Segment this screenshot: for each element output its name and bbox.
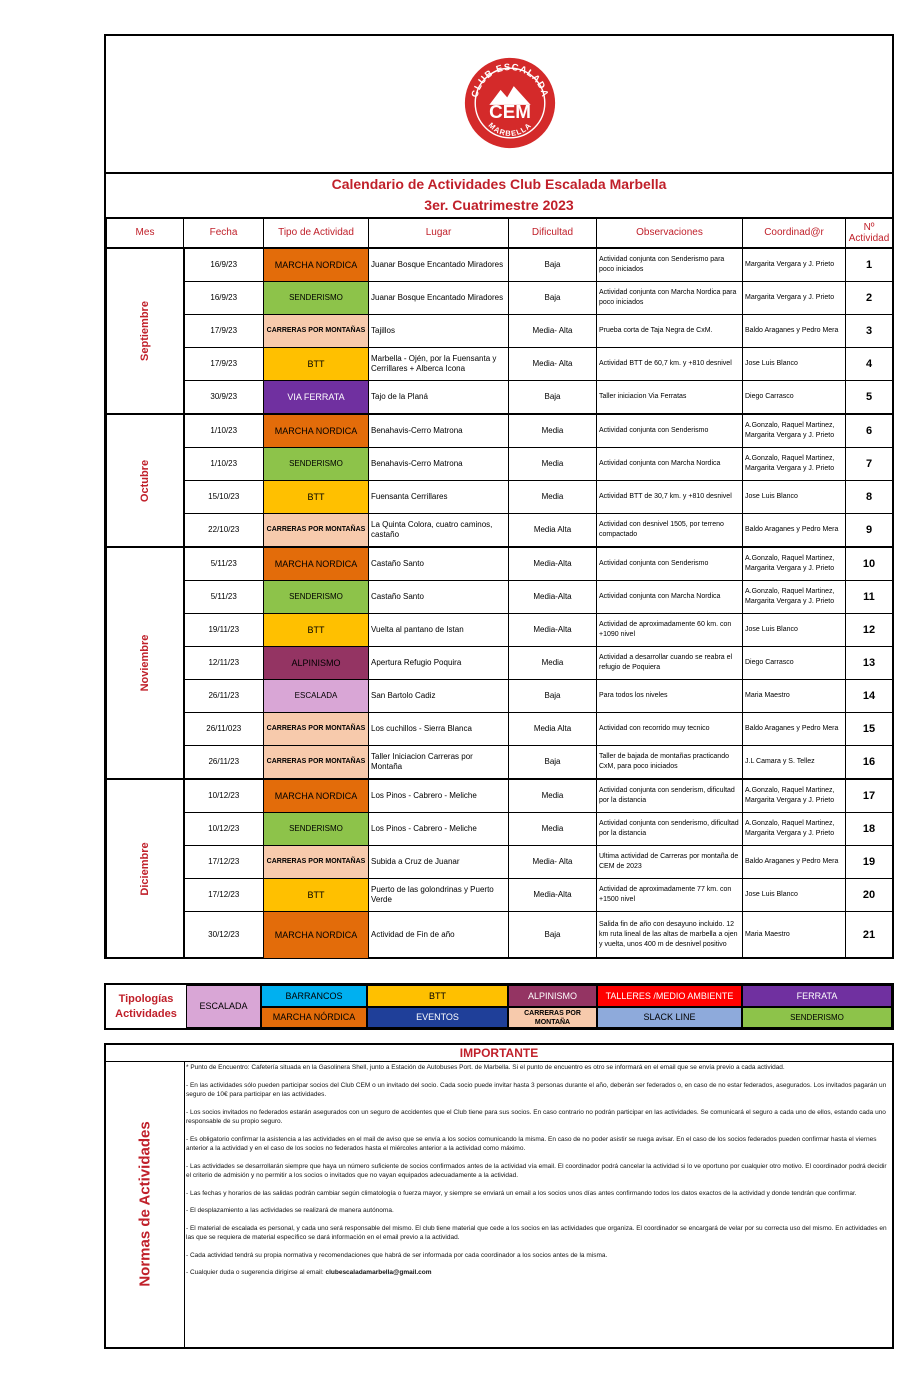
cell-coordinador: Maria Maestro (743, 680, 846, 713)
cell-observaciones: Actividad con recorrido muy tecnico (597, 713, 743, 746)
header-observaciones: Observaciones (597, 218, 743, 249)
cell-observaciones: Actividad de aproximadamente 77 km. con +1500 nivel (597, 879, 743, 912)
cell-tipo: CARRERAS POR MONTAÑAS (264, 846, 369, 879)
cell-tipo: SENDERISMO (264, 282, 369, 315)
header-mes: Mes (107, 218, 184, 249)
rules-heading: IMPORTANTE (106, 1045, 892, 1062)
rule-dates: - Las fechas y horarios de las salidas podrán cambiar según climatología o fuerza mayor, y siempre se enviará un email a los socios unos días antes confirmando todos los datos exactos de la actividad y donde tendrán que confirmar. (186, 1189, 857, 1197)
cell-lugar: Puerto de las golondrinas y Puerto Verde (369, 879, 509, 912)
logo-text-top: CLUB ESCALADA (468, 60, 552, 99)
month-cell (107, 547, 184, 779)
cell-tipo: BTT (264, 481, 369, 514)
rule-travel: - El desplazamiento a las actividades se realizará de manera autónoma. (186, 1207, 394, 1214)
table-row (107, 481, 893, 514)
cell-dificultad: Media (509, 448, 597, 481)
cell-num: 15 (846, 713, 893, 746)
cell-tipo: ESCALADA (264, 680, 369, 713)
cell-lugar: Tajo de la Planá (369, 381, 509, 415)
cell-coordinador: Maria Maestro (743, 912, 846, 959)
rule-confirmation: - Es obligatorio confirmar la asistencia a las actividades en el mail de aviso que se envía a los socios comunicando la misma. En caso de no poder asistir se ruega avisar. En el caso de los socios federados pueden confirmar hasta el viernes anterior a la actividad y en el caso de los socios no federados hasta el miércoles anterior a la actividad como máximo. (186, 1135, 877, 1152)
page-title: Calendario de Actividades Club Escalada Marbella (331, 176, 667, 192)
cell-lugar: Taller Iniciacion Carreras por Montaña (369, 746, 509, 780)
cell-observaciones: Actividad BTT de 60,7 km. y +810 desnivel (597, 348, 743, 381)
cell-dificultad: Media (509, 813, 597, 846)
cell-coordinador: A.Gonzalo, Raquel Martinez, Margarita Vergara y J. Prieto (743, 448, 846, 481)
cell-tipo: SENDERISMO (264, 448, 369, 481)
cell-fecha: 5/11/23 (184, 547, 264, 581)
cell-observaciones: Actividad de aproximadamente 60 km. con +1090 nivel (597, 614, 743, 647)
table-row (107, 846, 893, 879)
table-row (107, 614, 893, 647)
rule-contact (186, 1268, 890, 1278)
cell-num: 7 (846, 448, 893, 481)
cell-dificultad: Media (509, 414, 597, 448)
table-row (107, 746, 893, 780)
cell-dificultad: Media- Alta (509, 348, 597, 381)
cell-lugar: Los cuchillos - Sierra Blanca (369, 713, 509, 746)
cell-num: 19 (846, 846, 893, 879)
cell-coordinador: Margarita Vergara y J. Prieto (743, 282, 846, 315)
cell-num: 12 (846, 614, 893, 647)
cell-coordinador: Baldo Araganes y Pedro Mera (743, 846, 846, 879)
cell-tipo: MARCHA NORDICA (264, 248, 369, 282)
header-tipo: Tipo de Actividad (264, 218, 369, 249)
rules-body (186, 1063, 890, 1347)
cell-dificultad: Media-Alta (509, 581, 597, 614)
cell-coordinador: Diego Carrasco (743, 647, 846, 680)
cell-lugar: San Bartolo Cadiz (369, 680, 509, 713)
rule-recommendations: - Cada actividad tendrá su propia normativa y recomendaciones que habrá de ser informada por cada coordinador a los socios antes de la misma. (186, 1251, 608, 1259)
cell-tipo: CARRERAS POR MONTAÑAS (264, 713, 369, 746)
table-row (107, 713, 893, 746)
legend-ferrata: FERRATA (742, 985, 892, 1007)
legend-alpinismo: ALPINISMO (508, 985, 597, 1007)
cell-num: 21 (846, 912, 893, 959)
cell-tipo: BTT (264, 348, 369, 381)
cell-dificultad: Baja (509, 746, 597, 780)
cell-observaciones: Actividad con desnivel 1505, por terreno compactado (597, 514, 743, 548)
cell-tipo: BTT (264, 614, 369, 647)
cell-observaciones: Salida fin de año con desayuno incluido. 12 km ruta lineal de las altas de marbella a ojen y vuelta, unos 400 m de desnivel positivo (597, 912, 743, 959)
cell-num: 8 (846, 481, 893, 514)
table-row (107, 282, 893, 315)
cell-observaciones: Ultima actividad de Carreras por montaña de CEM de 2023 (597, 846, 743, 879)
cell-dificultad: Media (509, 647, 597, 680)
cell-coordinador: J.L Camara y S. Tellez (743, 746, 846, 780)
logo-text-bottom: MARBELLA (486, 120, 534, 139)
cell-dificultad: Media (509, 481, 597, 514)
cell-dificultad: Media- Alta (509, 846, 597, 879)
rules-side-label (106, 1061, 185, 1347)
cell-observaciones: Actividad conjunta con Senderismo (597, 547, 743, 581)
cell-lugar: Castaño Santo (369, 581, 509, 614)
cell-dificultad: Baja (509, 282, 597, 315)
table-row (107, 779, 893, 813)
cell-fecha: 30/12/23 (184, 912, 264, 959)
cell-coordinador: Baldo Araganes y Pedro Mera (743, 315, 846, 348)
cell-num: 1 (846, 248, 893, 282)
cell-fecha: 10/12/23 (184, 813, 264, 846)
cell-dificultad: Baja (509, 381, 597, 415)
cell-observaciones: Actividad conjunta con senderismo, dificultad por la distancia (597, 813, 743, 846)
cell-observaciones: Actividad conjunta con Marcha Nordica (597, 581, 743, 614)
header-coordinador: Coordinad@r (743, 218, 846, 249)
cell-coordinador: Jose Luis Blanco (743, 481, 846, 514)
table-row (107, 879, 893, 912)
cell-lugar: Apertura Refugio Poquira (369, 647, 509, 680)
rule-material: - El material de escalada es personal, y cada uno será responsable del mismo. El club tiene material que cede a los socios en las actividades que organiza. El coordinador se encargará de velar por su correcta uso del mismo. En actividades en las que se requiera de material específico se dará información en el email previo a la actividad. (186, 1224, 887, 1241)
club-logo (463, 56, 557, 150)
cell-observaciones: Actividad BTT de 30,7 km. y +810 desnivel (597, 481, 743, 514)
rule-meeting-point: * Punto de Encuentro: Cafetería situada en la Gasolinera Shell, junto a Estación de Autobuses Port. de Marbella. Si el punto de encuentro es otro se informará en el email que se envía previo a cada actividad. (186, 1064, 785, 1071)
cell-dificultad: Media-Alta (509, 547, 597, 581)
table-row (107, 348, 893, 381)
table-row (107, 680, 893, 713)
rule-development: - Las actividades se desarrollarán siempre que haya un número suficiente de socios confirmados antes de la actividad vía email. El coordinador podrá cancelar la actividad si lo ve oportuno por cualquier otro motivo. El coordinador podrá decidir el criterio de admisión y no permitir a los socios o invitados que no vayan equipados adecuadamente a la actividad. (186, 1162, 887, 1179)
cell-fecha: 17/9/23 (184, 315, 264, 348)
cell-tipo: SENDERISMO (264, 813, 369, 846)
rules-section (104, 1043, 894, 1349)
cell-coordinador: Jose Luis Blanco (743, 614, 846, 647)
cell-lugar: La Quinta Colora, cuatro caminos, castaño (369, 514, 509, 548)
cell-tipo: MARCHA NORDICA (264, 414, 369, 448)
cell-tipo: MARCHA NORDICA (264, 779, 369, 813)
cell-tipo: SENDERISMO (264, 581, 369, 614)
header-dificultad: Dificultad (509, 218, 597, 249)
cell-dificultad: Media-Alta (509, 614, 597, 647)
cell-fecha: 30/9/23 (184, 381, 264, 415)
legend-escalada: ESCALADA (186, 985, 261, 1028)
legend-marcha: MARCHA NÓRDICA (261, 1007, 367, 1028)
cell-dificultad: Baja (509, 248, 597, 282)
cell-coordinador: A.Gonzalo, Raquel Martinez, Margarita Vergara y J. Prieto (743, 414, 846, 448)
month-label: Diciembre (138, 842, 151, 896)
cell-lugar: Vuelta al pantano de Istan (369, 614, 509, 647)
month-cell (107, 779, 184, 959)
cell-lugar: Los Pinos - Cabrero - Meliche (369, 813, 509, 846)
table-row (107, 315, 893, 348)
contact-email-link[interactable]: clubescaladamarbella@gmail.com (325, 1269, 432, 1276)
month-label: Octubre (138, 459, 151, 502)
cell-coordinador: Jose Luis Blanco (743, 348, 846, 381)
cell-num: 20 (846, 879, 893, 912)
cell-tipo: MARCHA NORDICA (264, 547, 369, 581)
cell-dificultad: Media- Alta (509, 315, 597, 348)
cell-coordinador: Jose Luis Blanco (743, 879, 846, 912)
table-row (107, 912, 893, 959)
cell-dificultad: Baja (509, 912, 597, 959)
cell-tipo: BTT (264, 879, 369, 912)
cell-lugar: Actividad de Fin de año (369, 912, 509, 959)
cell-fecha: 17/9/23 (184, 348, 264, 381)
table-row (107, 514, 893, 548)
legend-senderismo: SENDERISMO (742, 1007, 892, 1028)
table-row (107, 248, 893, 282)
cell-lugar: Tajillos (369, 315, 509, 348)
cell-fecha: 16/9/23 (184, 248, 264, 282)
cell-fecha: 12/11/23 (184, 647, 264, 680)
cell-fecha: 17/12/23 (184, 846, 264, 879)
rules-side-text: Normas de Actividades (136, 1121, 154, 1287)
rule-participation: - En las actividades sólo pueden participar socios del Club CEM o un invitado del socio. Cada socio puede invitar hasta 3 personas durante el año, deberán ser federados o, en caso de no estar federados, asegurados. Los invitados pagarán un seguro de 10€ para participar en las actividades. (186, 1081, 887, 1098)
cell-coordinador: Baldo Araganes y Pedro Mera (743, 514, 846, 548)
cell-fecha: 19/11/23 (184, 614, 264, 647)
cell-num: 10 (846, 547, 893, 581)
cell-dificultad: Media Alta (509, 713, 597, 746)
cell-tipo: MARCHA NORDICA (264, 912, 369, 959)
cell-num: 18 (846, 813, 893, 846)
logo-row (106, 36, 892, 174)
cell-observaciones: Actividad conjunta con Marcha Nordica (597, 448, 743, 481)
cell-coordinador: Baldo Araganes y Pedro Mera (743, 713, 846, 746)
table-row (107, 813, 893, 846)
cell-fecha: 22/10/23 (184, 514, 264, 548)
cell-coordinador: A.Gonzalo, Raquel Martinez, Margarita Vergara y J. Prieto (743, 779, 846, 813)
legend-slackline: SLACK LINE (597, 1007, 742, 1028)
cell-tipo: CARRERAS POR MONTAÑAS (264, 315, 369, 348)
cell-fecha: 26/11/23 (184, 746, 264, 780)
table-row (107, 414, 893, 448)
cell-num: 11 (846, 581, 893, 614)
cell-coordinador: Diego Carrasco (743, 381, 846, 415)
cell-num: 16 (846, 746, 893, 780)
page-subtitle: 3er. Cuatrimestre 2023 (424, 197, 574, 213)
table-row (107, 581, 893, 614)
header-lugar: Lugar (369, 218, 509, 249)
cell-observaciones: Prueba corta de Taja Negra de CxM. (597, 315, 743, 348)
cell-dificultad: Media Alta (509, 514, 597, 548)
cell-observaciones: Actividad conjunta con senderism, dificultad por la distancia (597, 779, 743, 813)
table-row (107, 448, 893, 481)
cell-fecha: 26/11/023 (184, 713, 264, 746)
cell-lugar: Juanar Bosque Encantado Miradores (369, 282, 509, 315)
cell-tipo: ALPINISMO (264, 647, 369, 680)
cell-tipo: CARRERAS POR MONTAÑAS (264, 514, 369, 548)
cell-coordinador: A.Gonzalo, Raquel Martinez, Margarita Vergara y J. Prieto (743, 547, 846, 581)
cell-coordinador: Margarita Vergara y J. Prieto (743, 248, 846, 282)
header-num: Nº Actividad (846, 218, 893, 249)
cell-coordinador: A.Gonzalo, Raquel Martinez, Margarita Vergara y J. Prieto (743, 813, 846, 846)
rule-contact-label: - Cualquier duda o sugerencia dirigirse al email: (186, 1269, 326, 1276)
cell-num: 4 (846, 348, 893, 381)
legend-btt: BTT (367, 985, 508, 1007)
cell-dificultad: Baja (509, 680, 597, 713)
cell-num: 9 (846, 514, 893, 548)
cell-dificultad: Media (509, 779, 597, 813)
table-header-row (107, 218, 893, 249)
month-cell (107, 248, 184, 414)
cell-lugar: Juanar Bosque Encantado Miradores (369, 248, 509, 282)
cell-observaciones: Taller iniciacion Via Ferratas (597, 381, 743, 415)
legend (104, 983, 894, 1030)
cell-observaciones: Actividad conjunta con Senderismo para poco iniciados (597, 248, 743, 282)
legend-title: Tipologías Actividades (106, 985, 187, 1028)
cell-fecha: 16/9/23 (184, 282, 264, 315)
month-cell (107, 414, 184, 547)
cell-fecha: 26/11/23 (184, 680, 264, 713)
month-label: Septiembre (138, 301, 151, 361)
cell-fecha: 5/11/23 (184, 581, 264, 614)
cell-fecha: 15/10/23 (184, 481, 264, 514)
cell-num: 13 (846, 647, 893, 680)
logo-text-mid: CEM (489, 101, 531, 123)
cell-num: 2 (846, 282, 893, 315)
cell-dificultad: Media-Alta (509, 879, 597, 912)
legend-barrancos: BARRANCOS (261, 985, 367, 1007)
cell-num: 17 (846, 779, 893, 813)
table-row (107, 547, 893, 581)
cell-observaciones: Actividad conjunta con Senderismo (597, 414, 743, 448)
cell-observaciones: Actividad a desarrollar cuando se reabra el refugio de Poquiera (597, 647, 743, 680)
table-row (107, 647, 893, 680)
title-block (106, 172, 892, 219)
cell-fecha: 10/12/23 (184, 779, 264, 813)
legend-eventos: EVENTOS (367, 1007, 508, 1028)
cell-lugar: Marbella - Ojén, por la Fuensanta y Cerrillares + Alberca Icona (369, 348, 509, 381)
month-label: Noviembre (138, 634, 151, 692)
cell-tipo: VIA FERRATA (264, 381, 369, 415)
cell-tipo: CARRERAS POR MONTAÑAS (264, 746, 369, 780)
cell-observaciones: Para todos los niveles (597, 680, 743, 713)
table-row (107, 381, 893, 415)
activities-table (106, 217, 893, 959)
rule-insurance: - Los socios invitados no federados estarán asegurados con un seguro de accidentes que el Club tiene para sus socios. En caso contrario no podrán participar en las actividades. Se comunicará el seguro a cada uno de ellos, estando cada uno responsable de su propio seguro. (186, 1108, 886, 1125)
cell-num: 5 (846, 381, 893, 415)
cell-fecha: 1/10/23 (184, 448, 264, 481)
cell-lugar: Benahavis-Cerro Matrona (369, 414, 509, 448)
cell-fecha: 17/12/23 (184, 879, 264, 912)
cell-observaciones: Taller de bajada de montañas practicando CxM, para poco iniciados (597, 746, 743, 780)
calendar-sheet (104, 34, 894, 959)
cell-lugar: Los Pinos - Cabrero - Meliche (369, 779, 509, 813)
cell-num: 3 (846, 315, 893, 348)
cell-observaciones: Actividad conjunta con Marcha Nordica para poco iniciados (597, 282, 743, 315)
cell-lugar: Benahavis-Cerro Matrona (369, 448, 509, 481)
cell-num: 6 (846, 414, 893, 448)
legend-talleres: TALLERES /MEDIO AMBIENTE (597, 985, 742, 1007)
cell-fecha: 1/10/23 (184, 414, 264, 448)
cell-lugar: Castaño Santo (369, 547, 509, 581)
header-fecha: Fecha (184, 218, 264, 249)
legend-carreras: CARRERAS POR MONTAÑA (508, 1007, 597, 1028)
cell-lugar: Subida a Cruz de Juanar (369, 846, 509, 879)
cell-num: 14 (846, 680, 893, 713)
cell-lugar: Fuensanta Cerrillares (369, 481, 509, 514)
cell-coordinador: A.Gonzalo, Raquel Martinez, Margarita Vergara y J. Prieto (743, 581, 846, 614)
